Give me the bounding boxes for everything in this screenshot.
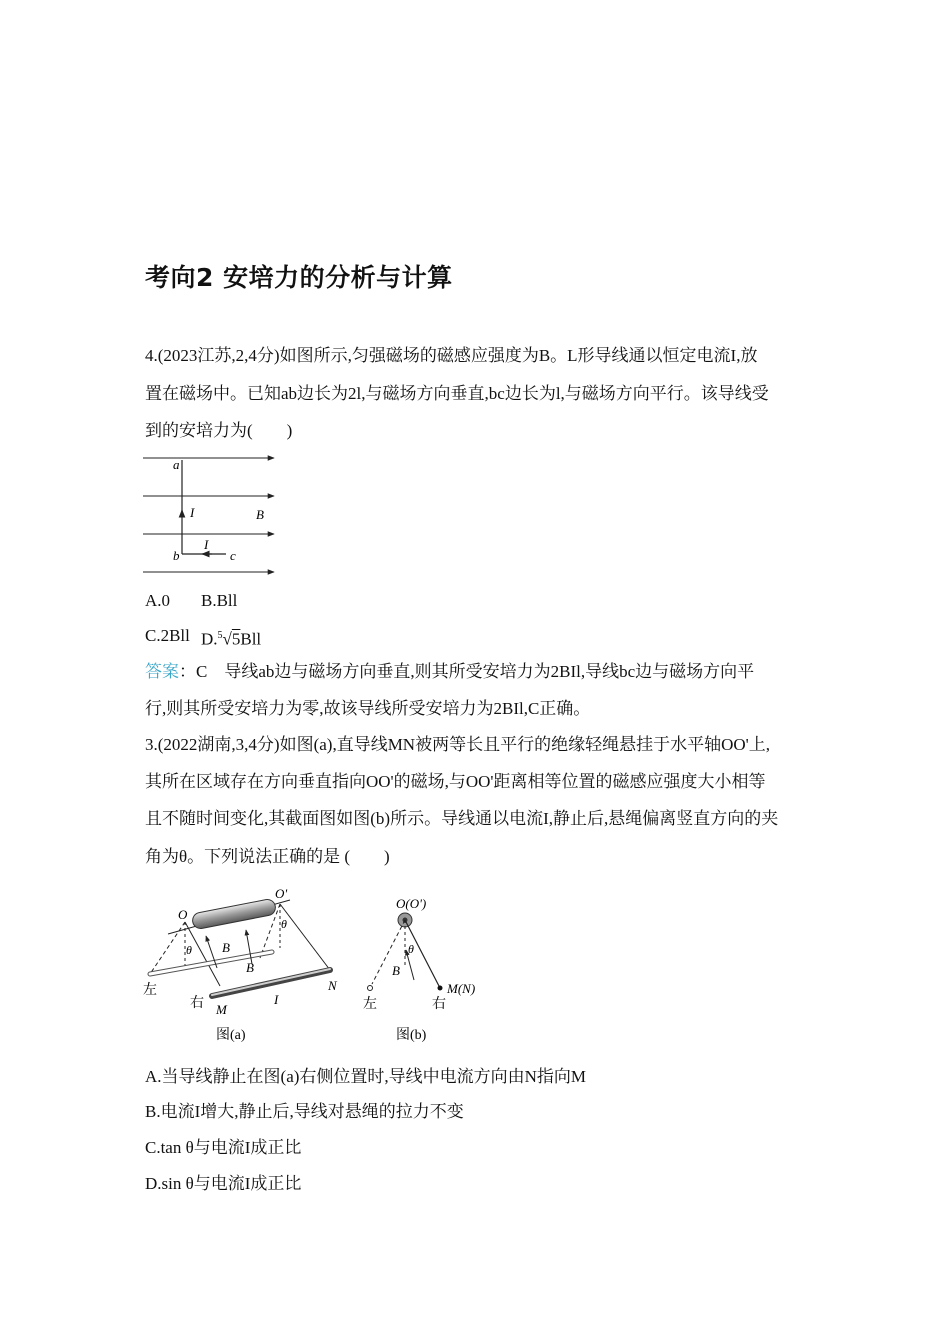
q3-option-b: B.电流I增大,静止后,导线对悬绳的拉力不变: [145, 1102, 464, 1121]
label-current-1: I: [190, 505, 195, 520]
q4-option-c: C.2Bll: [145, 626, 190, 645]
q4-stem-line3: 到的安培力为( ): [145, 421, 293, 440]
root-index: 5: [217, 630, 223, 641]
q4-option-a: A.0: [145, 591, 171, 610]
label-o: O: [178, 907, 188, 922]
label-c: c: [230, 548, 236, 563]
label-theta-2: θ: [281, 917, 287, 931]
q3-figure-b: [358, 888, 488, 1048]
q3-stem-line3: 且不随时间变化,其截面图如图(b)所示。导线通以电流I,静止后,悬绳偏离竖直方向的夹: [145, 809, 779, 828]
label-i: I: [274, 992, 279, 1007]
sqrt-symbol: $^5$√5: [217, 629, 241, 649]
answer-text: ：C 导线ab边与磁场方向垂直,则其所受安培力为2BIl,导线bc边与磁场方向平: [179, 662, 755, 681]
rope-dashed: [372, 920, 405, 984]
q4-option-d-prefix: D.: [201, 629, 218, 649]
ghost-dot: [368, 986, 373, 991]
label-left: 左: [363, 997, 377, 1012]
q4-stem-line2: 置在磁场中。已知ab边长为2l,与磁场方向垂直,bc边长为l,与磁场方向平行。该导线受: [145, 384, 769, 403]
label-a: a: [173, 457, 180, 472]
q4-stem-line1: 4.(2023江苏,2,4分)如图所示,匀强磁场的磁感应强度为B。L形导线通以恒定电流I,放: [145, 346, 758, 365]
label-b-2: B: [246, 960, 254, 975]
caption-b: 图(b): [396, 1028, 427, 1043]
label-b: B: [392, 963, 400, 978]
section-title: 考向2 安培力的分析与计算: [145, 263, 453, 292]
label-current-2: I: [204, 537, 209, 552]
q4-answer-line1: [145, 662, 754, 681]
label-o-oprime: O(O'): [396, 896, 427, 911]
label-o-prime: O': [275, 886, 288, 901]
q4-option-b-tail: l: [232, 591, 238, 610]
wire-mn-highlight: [212, 969, 330, 995]
q3-stem-line1: 3.(2022湖南,3,4分)如图(a),直导线MN被两等长且平行的绝缘轻绳悬挂于水平轴OO'上,: [145, 735, 770, 754]
label-m: M: [216, 1002, 227, 1017]
label-right: 右: [190, 996, 204, 1011]
label-right: 右: [432, 997, 446, 1012]
radicand: 5: [231, 629, 241, 649]
answer-label: 答案: [145, 662, 179, 681]
q4-option-b: [201, 591, 237, 610]
q3-option-c: C.tan θ与电流I成正比: [145, 1138, 302, 1157]
q4-answer-line2: 行,则其所受安培力为零,故该导线所受安培力为2BIl,C正确。: [145, 699, 591, 718]
label-n: N: [328, 978, 337, 993]
label-theta: θ: [408, 942, 414, 956]
label-b-1: B: [222, 940, 230, 955]
q4-option-b-main: B.Bl: [201, 591, 233, 610]
label-field-b: B: [256, 507, 264, 522]
q4-figure: [140, 450, 280, 580]
q3-figure-a: [140, 882, 350, 1047]
label-left: 左: [143, 983, 157, 998]
label-mn: M(N): [447, 981, 476, 996]
label-b: b: [173, 548, 180, 563]
caption-a: 图(a): [216, 1028, 246, 1043]
q3-stem-line2: 其所在区域存在方向垂直指向OO'的磁场,与OO'距离相等位置的磁感应强度大小相等: [145, 772, 766, 791]
axis-cylinder: [191, 898, 277, 930]
q3-option-a: A.当导线静止在图(a)右侧位置时,导线中电流方向由N指向M: [145, 1067, 587, 1086]
wire-dot: [438, 986, 443, 991]
q3-option-d: D.sin θ与电流I成正比: [145, 1174, 302, 1193]
q3-stem-line4: 角为θ。下列说法正确的是 ( ): [145, 847, 390, 866]
rope-right-solid: [280, 904, 330, 970]
q4-option-d-tail: Bll: [240, 629, 262, 649]
q4-option-d: [201, 626, 261, 649]
label-theta-1: θ: [186, 943, 192, 957]
